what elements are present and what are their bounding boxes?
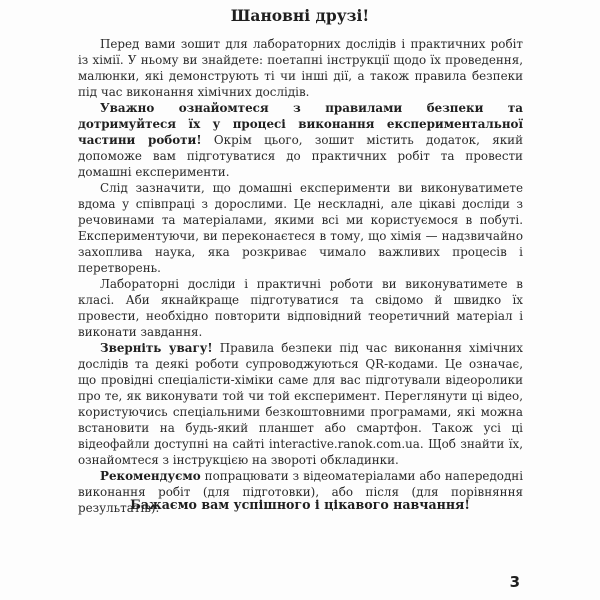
paragraph-lab-work: Лабораторні досліди і практичні роботи ви виконуватимете в класі. Аби якнайкраще підготуватися та свідомо й швидко їх провести, необхідно повторити відповідний теоретичний матеріал і виконати завдання. xyxy=(78,277,523,339)
attention-bold: Зверніть увагу! xyxy=(100,341,213,355)
body-text xyxy=(78,36,523,516)
recommend-rest: попрацювати з відеоматеріалами або напередодні виконання робіт (для підготовки), або після (для порівняння результатів). xyxy=(78,469,523,515)
paragraph-intro: Перед вами зошит для лабораторних дослідів і практичних робіт із хімії. У ньому ви знайдете: поетапні інструкції щодо їх проведення, малюнки, які демонструють ті чи інші дії, а також правила безпеки під час виконання хімічних дослідів. xyxy=(78,37,523,99)
page-number: 3 xyxy=(509,573,520,591)
attention-rest: Правила безпеки під час виконання хімічних дослідів та деякі роботи супроводжуються QR-кодами. Це означає, що провідні спеціалісти-хіміки саме для вас підготували відеоролики про те, як виконувати той чи той експеримент. Переглянути ці відео, користуючись спеціальними безкоштовними програмами, які можна встановити на будь-який планшет або смартфон. Також усі ці відеофайли доступні на сайті interactive.ranok.com.ua. Щоб знайти їх, ознайомтеся з інструкцією на звороті обкладинки. xyxy=(78,341,523,467)
paragraph-qr-codes xyxy=(78,340,523,468)
paragraph-home-experiments: Слід зазначити, що домашні експерименти ви виконуватимете вдома у співпраці з дорослими. Це нескладні, але цікаві досліди з речовинами та матеріалами, якими всі ми користуємося в побуті. Експериментуючи, ви переконаєтеся в тому, що хімія — надзвичайно захоплива наука, яка розкриває чимало важливих процесів і перетворень. xyxy=(78,181,523,275)
page-title: Шановні друзі! xyxy=(230,6,370,25)
closing-wish: Бажаємо вам успішного і цікавого навчання! xyxy=(130,497,470,512)
safety-warning-bold: Уважно ознайомтеся з правилами безпеки та дотримуйтеся їх у процесі виконання експериментальної частини роботи! xyxy=(78,101,523,147)
recommend-bold: Рекомендуємо xyxy=(100,469,201,483)
safety-warning-rest: Окрім цього, зошит містить додаток, який допоможе вам підготуватися до практичних робіт та провести домашні експерименти. xyxy=(78,133,523,179)
paragraph-safety xyxy=(78,100,523,180)
